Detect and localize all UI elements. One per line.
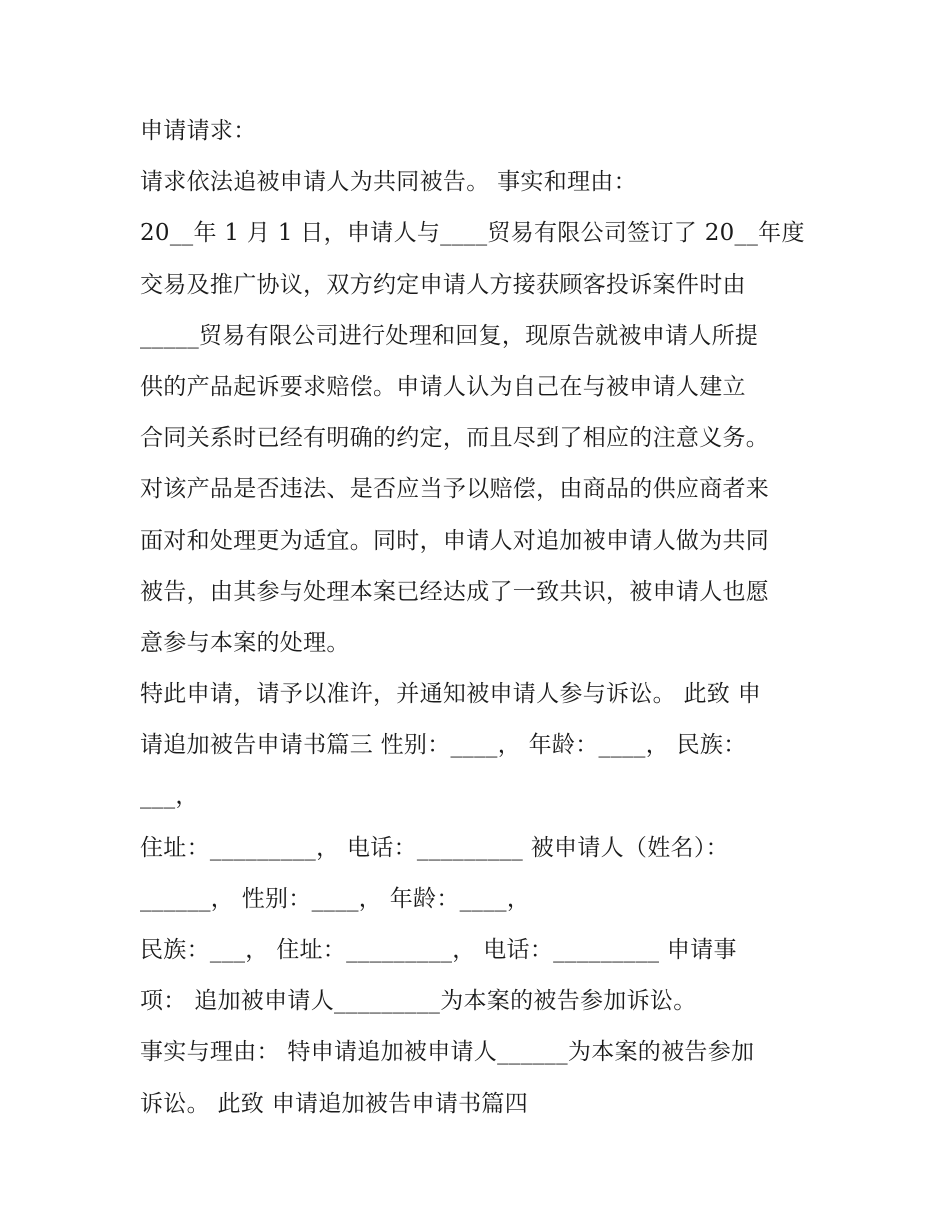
text-line: 诉讼。 此致 申请追加被告申请书篇四 [140, 1090, 529, 1117]
text-line: 民族：___， 住址：_________， 电话：_________ 申请事 [140, 937, 737, 963]
text-line: 特此申请，请予以准许，并通知被申请人参与诉讼。 此致 申 [140, 681, 762, 708]
text-line: 面对和处理更为适宜。同时，申请人对追加被申请人做为共同 [140, 527, 770, 554]
text-line: 意参与本案的处理。 [140, 629, 350, 656]
text-line: 供的产品起诉要求赔偿。申请人认为自己在与被申请人建立 [140, 373, 746, 400]
text-line: 项： 追加被申请人_________为本案的被告参加诉讼。 [140, 988, 697, 1015]
document-page [140, 106, 820, 1130]
text-line: _____贸易有限公司进行处理和回复，现原告就被申请人所提 [140, 322, 759, 349]
text-line: 事实与理由： 特申请追加被申请人______为本案的被告参加 [140, 1039, 755, 1066]
text-line: 20__年 1 月 1 日，申请人与____贸易有限公司签订了 20__年度 [140, 220, 805, 247]
text-line: 合同关系时已经有明确的约定，而且尽到了相应的注意义务。 [140, 425, 770, 452]
text-line: 请求依法追被申请人为共同被告。 事实和理由： [140, 169, 637, 196]
text-line: 住址：_________， 电话：_________ 被申请人（姓名）： [140, 834, 729, 861]
text-line: ______， 性别：____， 年龄：____， [140, 885, 531, 912]
text-line: 被告，由其参与处理本案已经达成了一致共识，被申请人也愿 [140, 578, 770, 605]
text-line: 申请请求： [140, 118, 257, 144]
text-line: 交易及推广协议，双方约定申请人方接获顾客投诉案件时由 [140, 271, 746, 298]
text-line: 对该产品是否违法、是否应当予以赔偿，由商品的供应商者来 [140, 476, 770, 503]
text-line: 请追加被告申请书篇三 性别：____， 年龄：____， 民族： [140, 732, 747, 759]
text-line: ___， [140, 783, 199, 810]
